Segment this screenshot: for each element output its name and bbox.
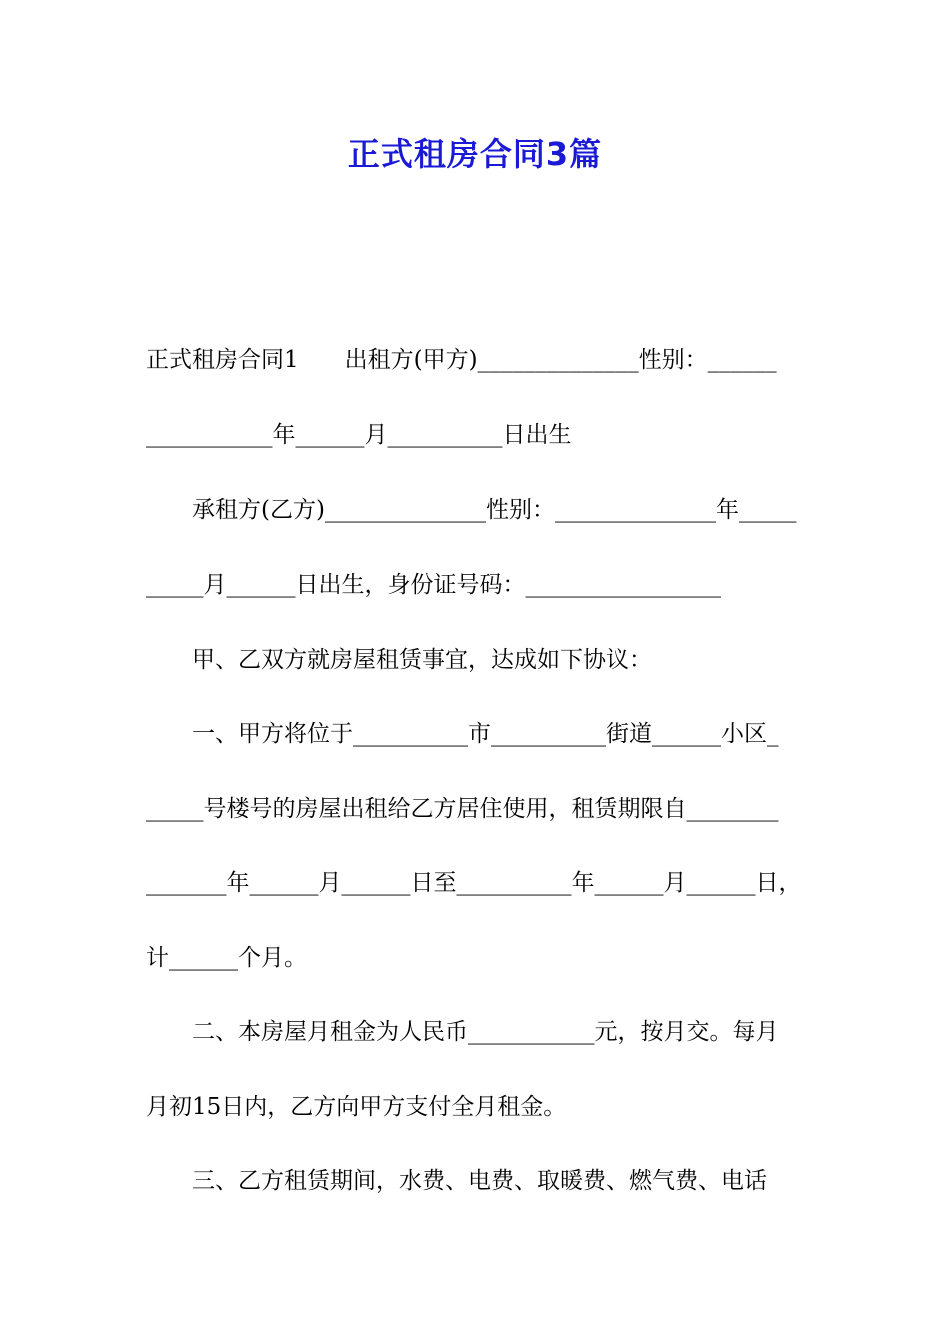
contract-clause-1-line-2: _____号楼号的房屋出租给乙方居住使用，租赁期限自________ <box>146 796 779 822</box>
contract-clause-2-line-2: 月初15日内，乙方向甲方支付全月租金。 <box>146 1094 567 1120</box>
contract-line-agreement: 甲、乙双方就房屋租赁事宜，达成如下协议： <box>192 647 652 673</box>
contract-clause-1-line-1: 一、甲方将位于__________市__________街道______小区_ <box>192 721 779 747</box>
document-title: 正式租房合同3篇 <box>347 135 603 173</box>
contract-line-lessor-birth: ___________年______月__________日出生 <box>146 422 572 448</box>
contract-clause-3-line-1: 三、乙方租赁期间，水费、电费、取暖费、燃气费、电话 <box>192 1168 767 1194</box>
contract-line-lessee: 承租方(乙方)______________性别：______________年_____ <box>192 497 797 523</box>
contract-line-lessor: 正式租房合同1 出租方(甲方)______________性别：______ <box>146 347 777 373</box>
contract-line-lessee-id: _____月______日出生，身份证号码：_________________ <box>146 572 721 598</box>
contract-clause-1-line-3: _______年______月______日至__________年______月______日， <box>146 870 802 896</box>
contract-clause-1-line-4: 计______个月。 <box>146 945 307 971</box>
contract-clause-2-line-1: 二、本房屋月租金为人民币___________元，按月交。每月 <box>192 1019 779 1045</box>
